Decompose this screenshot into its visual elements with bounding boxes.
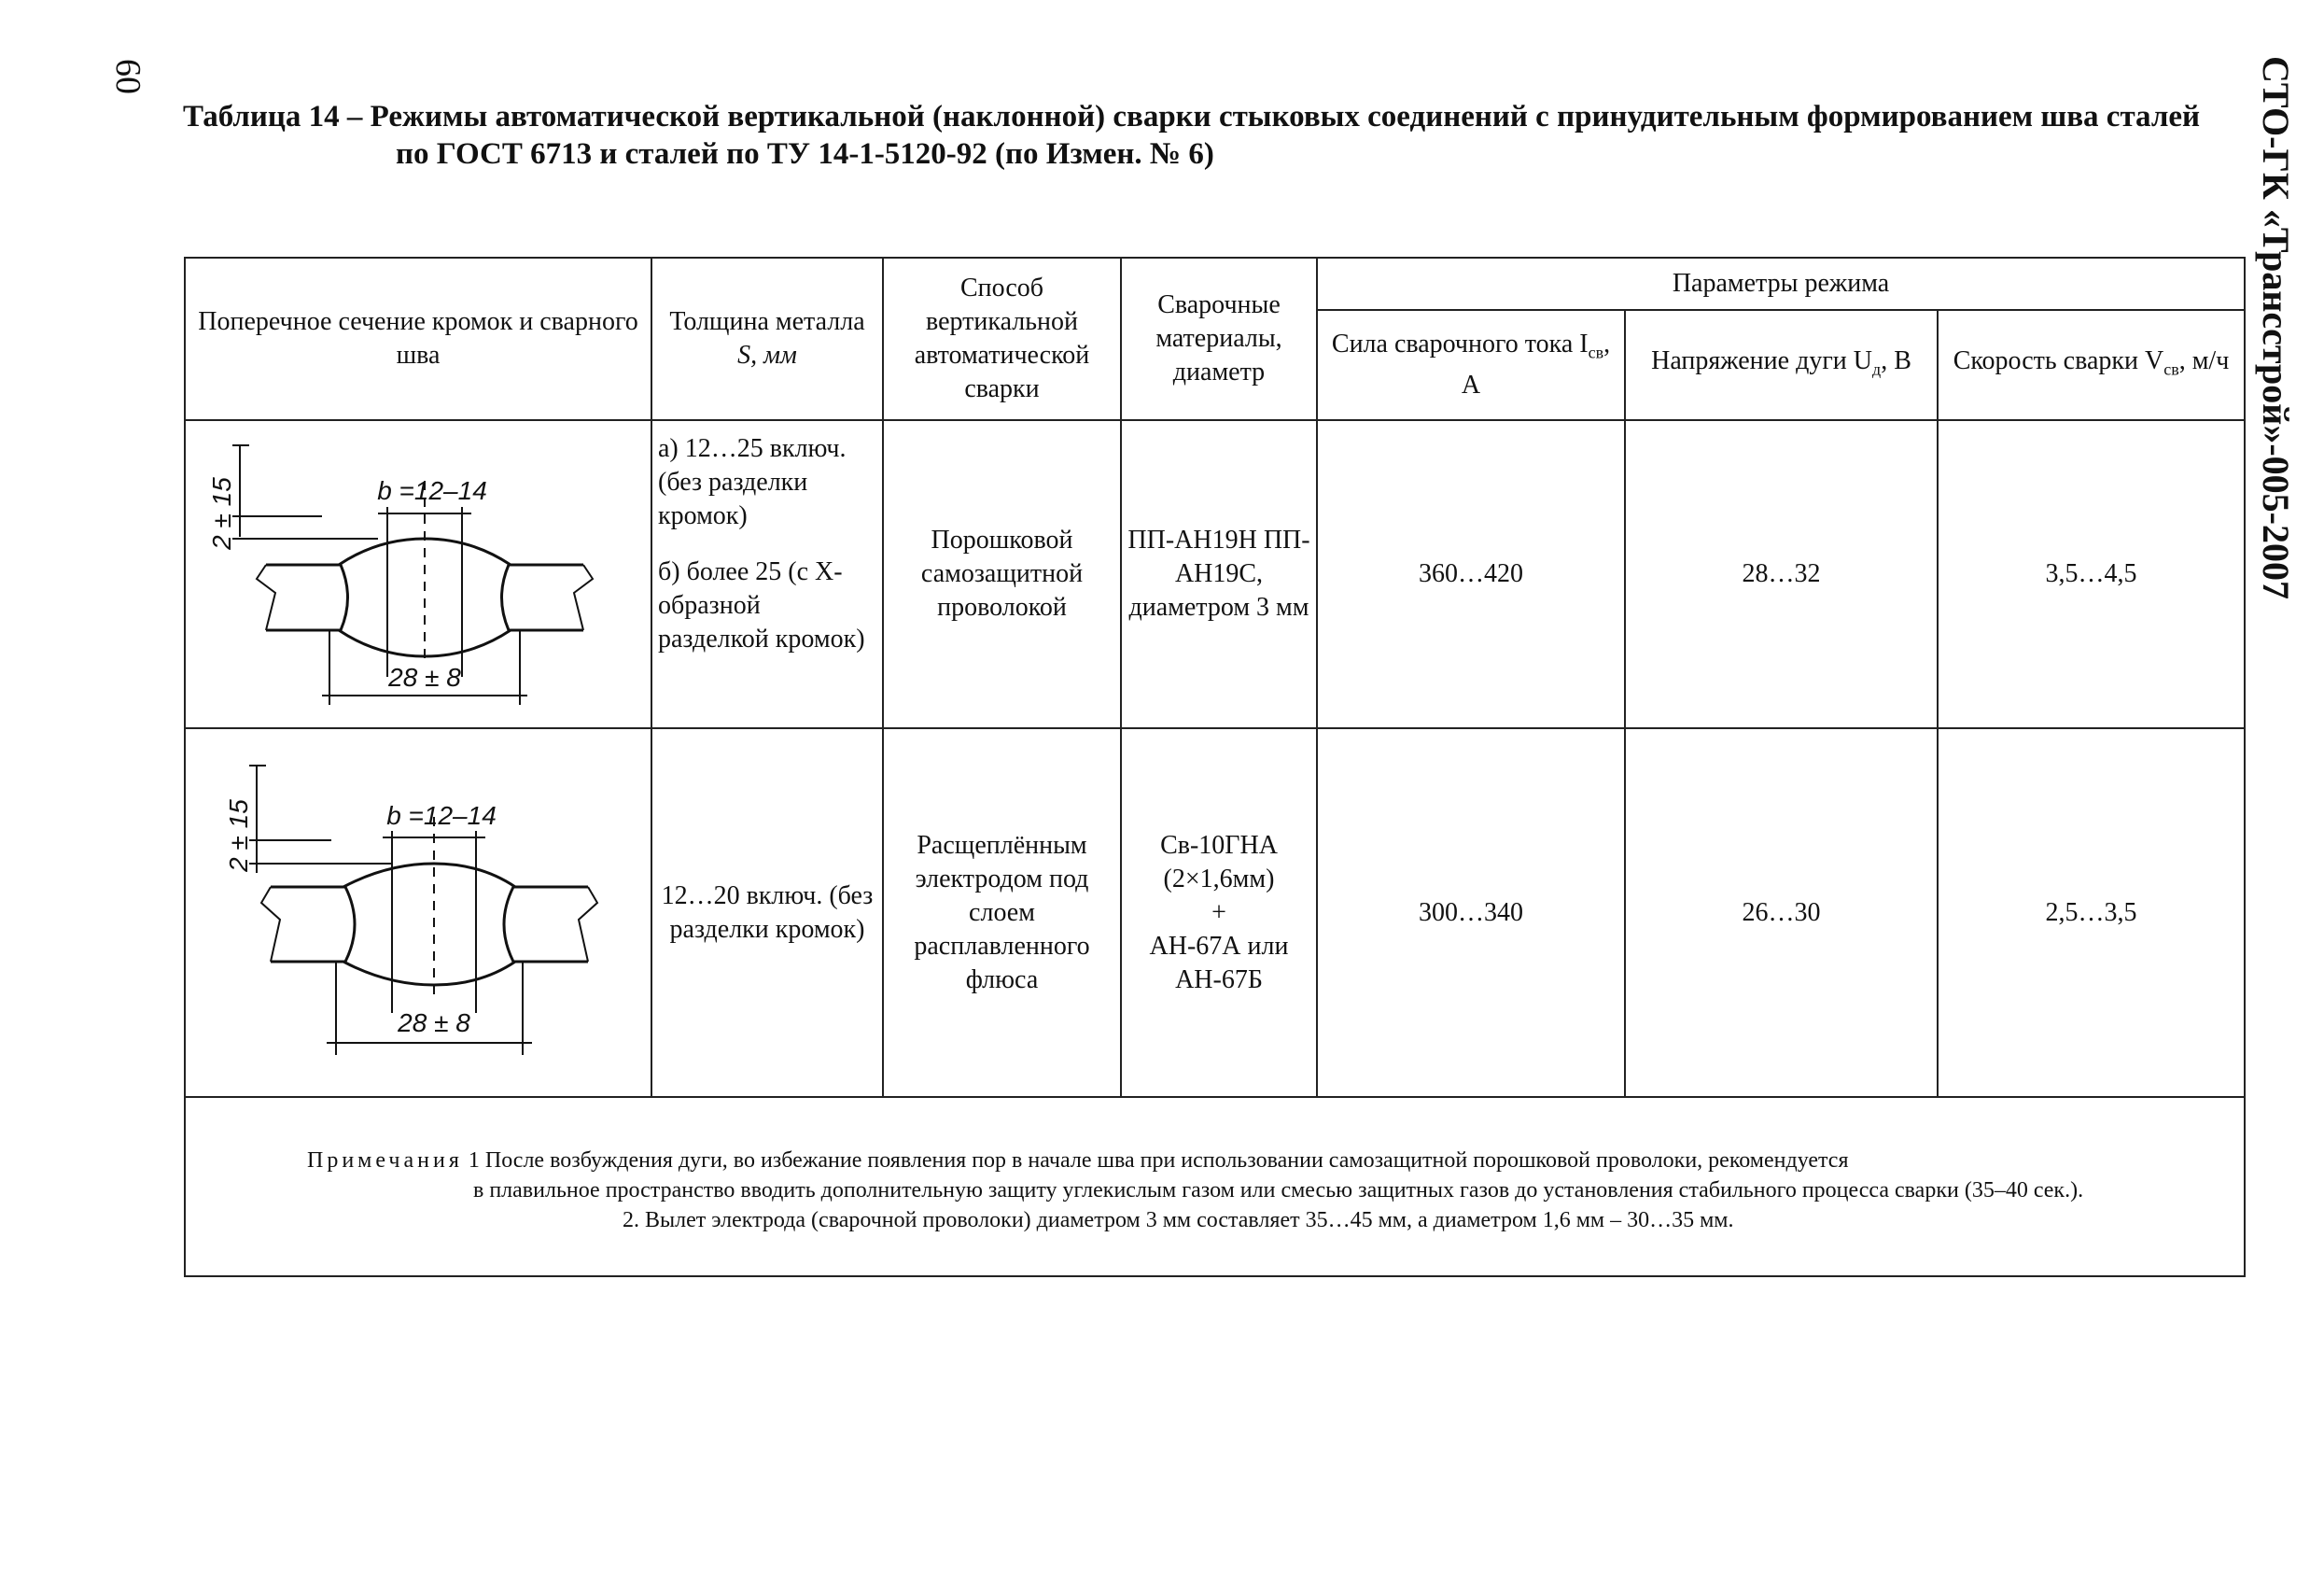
height-label: 2 ± 15 xyxy=(207,477,236,550)
method-cell: Порошковой самозащитной проволокой xyxy=(883,420,1121,728)
materials-line-4: АН-67А или xyxy=(1149,931,1289,961)
materials-cell xyxy=(1121,728,1317,1097)
page-number: 60 xyxy=(108,59,147,94)
welding-modes-table xyxy=(184,257,2246,1277)
cross-section-sketch-2 xyxy=(185,728,651,1097)
header-thickness-label: Толщина металла xyxy=(669,307,865,336)
header-cross-section: Поперечное сечение кромок и сварного шва xyxy=(185,258,651,420)
header-materials: Сварочные материалы, диаметр xyxy=(1121,258,1317,420)
header-voltage-label: Напряжение дуги U xyxy=(1651,345,1873,375)
table-title-line1: Таблица 14 – Режимы автоматической вертикальной (наклонной) сварки стыковых соединений с принудительным формированием шва сталей xyxy=(183,100,2201,134)
notes-row xyxy=(185,1097,2245,1276)
header-voltage-unit: , В xyxy=(1881,345,1911,375)
header-voltage-sub: д xyxy=(1872,359,1882,379)
current-cell: 360…420 xyxy=(1317,420,1625,728)
note-2: 2. Вылет электрода (сварочной проволоки) диаметром 3 мм составляет 35…45 мм, а диаметром 1,6 мм – 30…35 мм. xyxy=(623,1208,1734,1232)
header-current xyxy=(1317,310,1625,420)
voltage-cell: 26…30 xyxy=(1625,728,1938,1097)
note-1-start: 1 После возбуждения дуги, во избежание появления пор в начале шва при использовании самозащитной порошковой проволоки, рекомендуется xyxy=(468,1148,1849,1173)
table-row xyxy=(185,420,2245,728)
header-current-label: Сила сварочного тока I xyxy=(1331,329,1589,359)
header-thickness xyxy=(651,258,883,420)
materials-cell: ПП-АН19Н ПП-АН19С, диаметром 3 мм xyxy=(1121,420,1317,728)
header-voltage xyxy=(1625,310,1938,420)
thickness-cell xyxy=(651,420,883,728)
header-current-unit: , А xyxy=(1461,329,1611,401)
width-label: 28 ± 8 xyxy=(398,1008,470,1037)
cross-section-sketch-1 xyxy=(185,420,651,728)
weld-joint-diagram xyxy=(191,733,658,1092)
header-thickness-unit: S, мм xyxy=(737,341,797,370)
thickness-cell: 12…20 включ. (без разделки кромок) xyxy=(651,728,883,1097)
header-params: Параметры режима xyxy=(1317,258,2245,310)
thickness-option-b: б) более 25 (с Х-образной разделкой кромок) xyxy=(658,557,865,654)
header-speed-unit: , м/ч xyxy=(2178,345,2230,375)
header-current-sub: св xyxy=(1588,343,1604,362)
document-code: СТО-ГК «Трансстрой»-005-2007 xyxy=(2255,56,2297,599)
notes-cell xyxy=(185,1097,2245,1276)
gap-label: b =12–14 xyxy=(386,801,497,830)
materials-line-3: + xyxy=(1211,897,1226,927)
header-speed xyxy=(1938,310,2245,420)
method-cell: Расщеплённым электродом под слоем расплавленного флюса xyxy=(883,728,1121,1097)
voltage-cell: 28…32 xyxy=(1625,420,1938,728)
header-speed-sub: св xyxy=(2163,359,2179,379)
speed-cell: 2,5…3,5 xyxy=(1938,728,2245,1097)
current-cell: 300…340 xyxy=(1317,728,1625,1097)
note-1 xyxy=(307,1146,2227,1175)
width-label: 28 ± 8 xyxy=(388,663,461,692)
height-label: 2 ± 15 xyxy=(224,799,253,872)
table-title-line2: по ГОСТ 6713 и сталей по ТУ 14-1-5120-92 (по Измен. № 6) xyxy=(396,137,1214,171)
header-method: Способ вертикальной автоматической сварки xyxy=(883,258,1121,420)
header-speed-label: Скорость сварки V xyxy=(1953,345,2164,375)
thickness-option-a: а) 12…25 включ. (без разделки кромок) xyxy=(658,434,847,530)
table-row xyxy=(185,728,2245,1097)
table-title xyxy=(183,98,2218,173)
materials-line-2: (2×1,6мм) xyxy=(1163,864,1275,893)
gap-label: b =12–14 xyxy=(377,476,487,505)
notes-lead: Примечания xyxy=(307,1148,463,1173)
materials-line-1: Св-10ГНА xyxy=(1160,830,1278,860)
speed-cell: 3,5…4,5 xyxy=(1938,420,2245,728)
note-1-continued: в плавильное пространство вводить дополнительную защиту углекислым газом или смесью защитных газов до установления стабильного процесса сварки (35–40 сек.). xyxy=(473,1178,2084,1202)
materials-line-5: АН-67Б xyxy=(1175,964,1263,994)
weld-joint-diagram xyxy=(191,425,658,724)
